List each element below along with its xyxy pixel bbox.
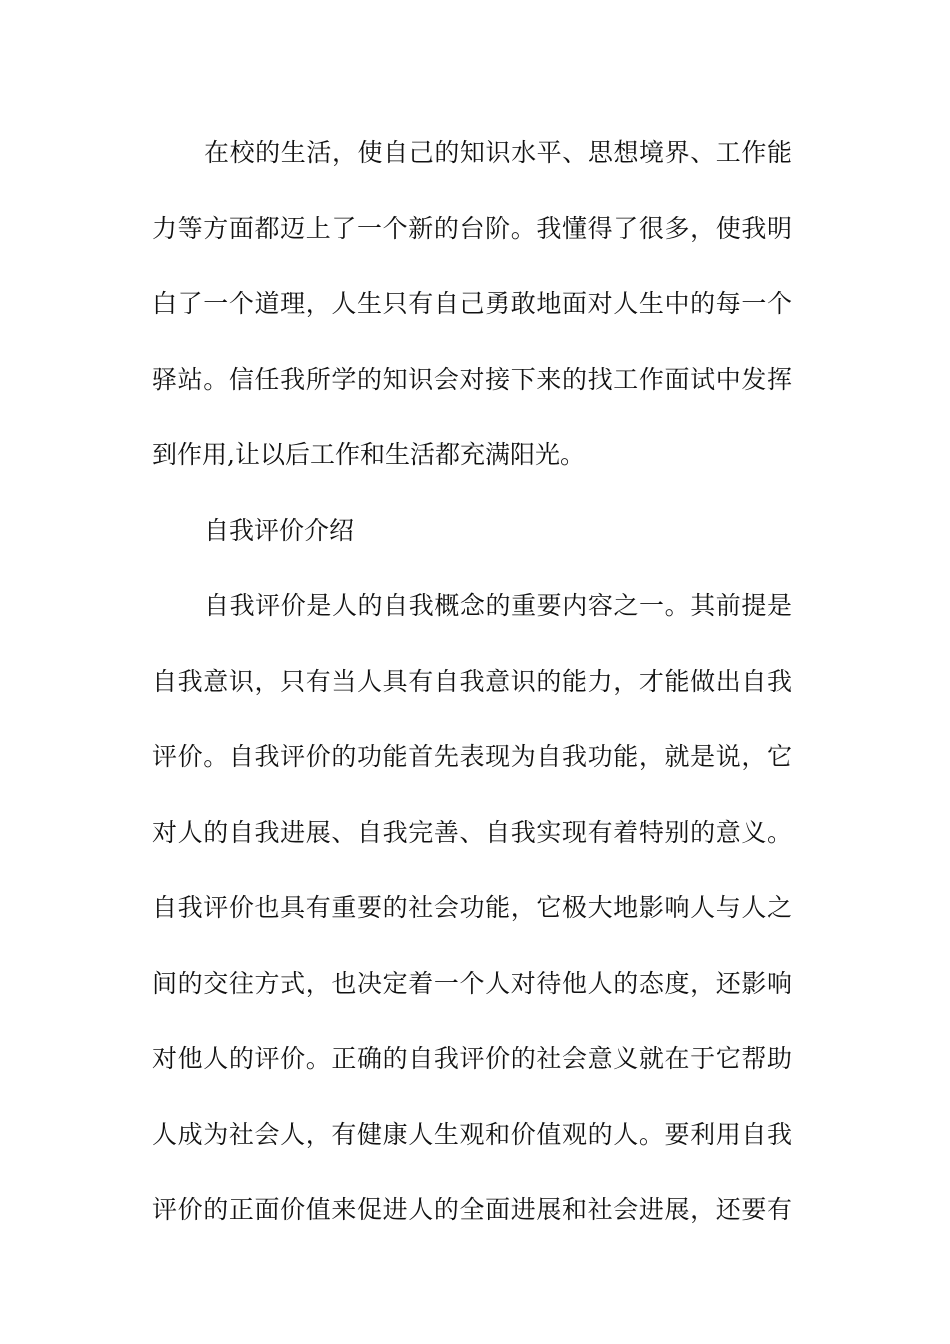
paragraph-campus-life xyxy=(152,115,792,493)
text-line: 在校的生活，使自己的知识水平、思想境界、工作能 xyxy=(204,138,792,167)
text-line: 评价的正面价值来促进人的全面进展和社会进展，还要有 xyxy=(152,1195,792,1224)
text-line: 人成为社会人，有健康人生观和价值观的人。要利用自我 xyxy=(152,1119,792,1149)
heading-text: 自我评价介绍 xyxy=(204,515,355,545)
text-line: 间的交往方式，也决定着一个人对待他人的态度，还影响 xyxy=(152,968,792,998)
section-heading xyxy=(152,493,792,569)
document-body xyxy=(152,115,792,1248)
text-line: 自我评价是人的自我概念的重要内容之一。其前提是 xyxy=(204,591,792,620)
text-line: 对他人的评价。正确的自我评价的社会意义就在于它帮助 xyxy=(152,1044,792,1073)
text-line: 自我意识，只有当人具有自我意识的能力，才能做出自我 xyxy=(152,666,792,696)
text-line: 对人的自我进展、自我完善、自我实现有着特别的意义。 xyxy=(152,817,792,847)
text-line: 力等方面都迈上了一个新的台阶。我懂得了很多，使我明 xyxy=(152,213,792,243)
text-line: 评价。自我评价的功能首先表现为自我功能，就是说，它 xyxy=(152,742,792,771)
paragraph-self-evaluation xyxy=(152,568,792,1248)
text-line: 到作用,让以后工作和生活都充满阳光。 xyxy=(152,440,585,469)
text-line: 驿站。信任我所学的知识会对接下来的找工作面试中发挥 xyxy=(152,364,792,394)
text-line: 白了一个道理，人生只有自己勇敢地面对人生中的每一个 xyxy=(152,289,792,318)
text-line: 自我评价也具有重要的社会功能，它极大地影响人与人之 xyxy=(152,893,792,922)
